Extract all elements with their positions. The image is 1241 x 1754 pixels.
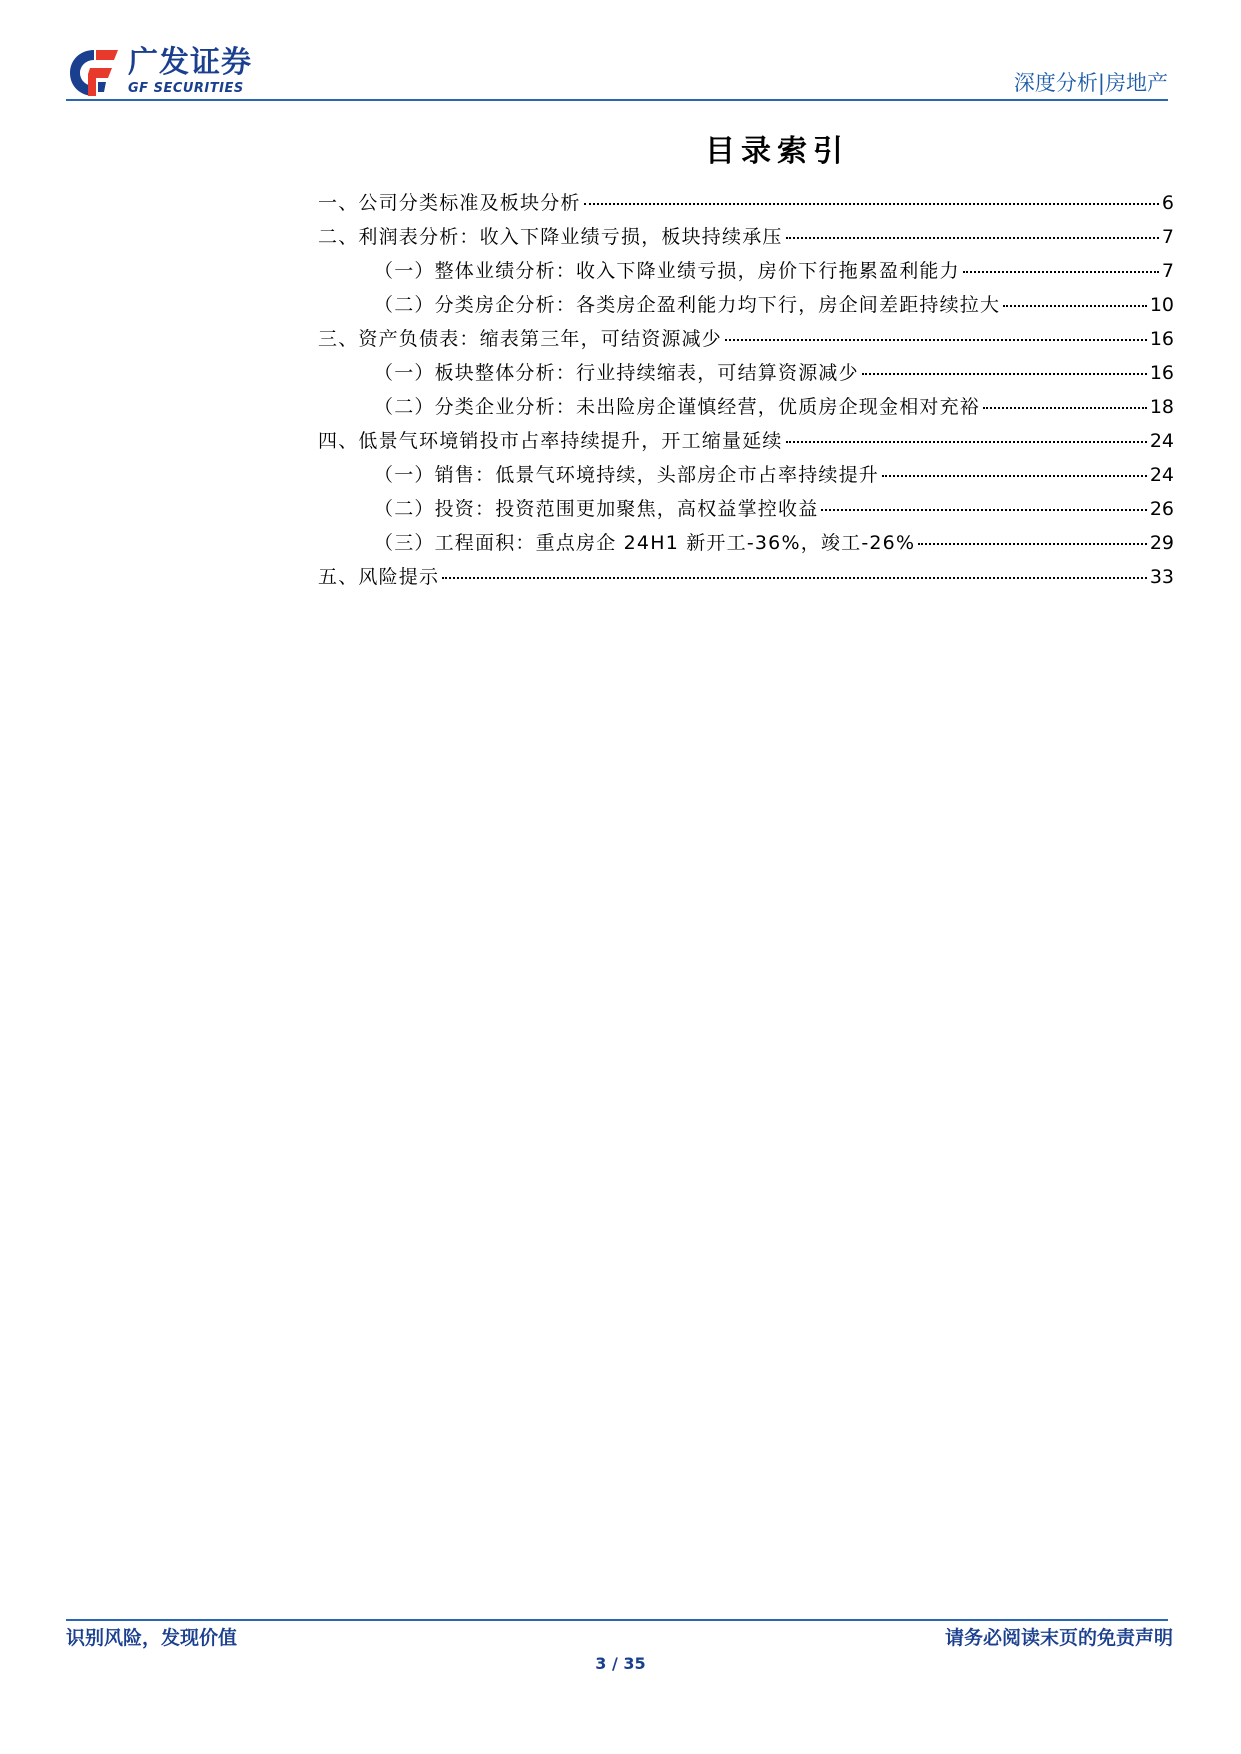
toc-entry-page: 10 [1149,294,1174,316]
toc-entry-label: 二、利润表分析：收入下降业绩亏损，板块持续承压 [318,226,783,248]
toc-entry[interactable] [318,220,1174,254]
logo-text-en: GF SECURITIES [128,81,244,96]
toc-entry-label: （一）销售：低景气环境持续，头部房企市占率持续提升 [374,464,880,486]
toc-entry-page: 16 [1149,362,1174,384]
toc-dot-leader [584,203,1159,205]
toc-dot-leader [442,577,1147,579]
toc-entry[interactable] [318,458,1174,492]
toc-entry-label: 三、资产负债表：缩表第三年，可结资源减少 [318,328,723,350]
toc-entry-page: 24 [1149,464,1174,486]
toc-entry-label: （二）分类房企分析：各类房企盈利能力均下行，房企间差距持续拉大 [374,294,1001,316]
toc-dot-leader [821,509,1146,511]
toc-entry-page: 7 [1161,226,1174,248]
header-divider [66,99,1168,101]
toc-entry-page: 18 [1149,396,1174,418]
toc-dot-leader [862,373,1147,375]
category-separator: | [1097,71,1105,95]
toc-dot-leader [983,407,1147,409]
toc-entry-page: 26 [1149,498,1174,520]
toc-entry-page: 6 [1161,192,1174,214]
table-of-contents [318,186,1174,594]
toc-entry[interactable] [318,254,1174,288]
toc-dot-leader [918,543,1147,545]
toc-dot-leader [786,441,1147,443]
toc-entry[interactable] [318,186,1174,220]
toc-dot-leader [963,271,1159,273]
toc-entry-label: （一）整体业绩分析：收入下降业绩亏损，房价下行拖累盈利能力 [374,260,960,282]
toc-entry[interactable] [318,322,1174,356]
page-number [0,1652,1241,1676]
footer-divider [66,1619,1168,1621]
toc-entry-page: 16 [1149,328,1174,350]
footer-slogan: 识别风险，发现价值 [66,1627,238,1649]
toc-entry[interactable] [318,492,1174,526]
toc-dot-leader [1003,305,1147,307]
report-category [1014,70,1168,96]
report-type: 深度分析 [1013,71,1098,95]
toc-dot-leader [786,237,1159,239]
gf-logo-icon [66,46,122,100]
industry-label: 房地产 [1105,71,1168,95]
toc-entry-page: 29 [1149,532,1174,554]
toc-entry-page: 33 [1149,566,1174,588]
page-current: 3 [595,1654,607,1673]
toc-entry[interactable] [318,560,1174,594]
page-separator: / [606,1654,624,1673]
logo-text-cn: 广发证券 [128,45,252,80]
toc-entry[interactable] [318,526,1174,560]
toc-dot-leader [725,339,1147,341]
toc-entry-label: （二）投资：投资范围更加聚焦，高权益掌控收益 [374,498,819,520]
toc-entry-page: 7 [1161,260,1174,282]
toc-entry-label: 五、风险提示 [318,566,440,588]
toc-entry-page: 24 [1149,430,1174,452]
page-total: 35 [623,1654,646,1673]
toc-entry-label: （三）工程面积：重点房企 24H1 新开工-36%，竣工-26% [374,532,916,554]
toc-entry-label: 一、公司分类标准及板块分析 [318,192,581,214]
toc-entry-label: （二）分类企业分析：未出险房企谨慎经营，优质房企现金相对充裕 [374,396,981,418]
toc-entry[interactable] [318,424,1174,458]
company-logo [66,44,266,100]
page-header [66,44,1168,102]
toc-entry[interactable] [318,390,1174,424]
toc-entry[interactable] [318,288,1174,322]
toc-entry[interactable] [318,356,1174,390]
footer-disclaimer[interactable]: 请务必阅读末页的免责声明 [944,1627,1173,1649]
toc-entry-label: （一）板块整体分析：行业持续缩表，可结算资源减少 [374,362,859,384]
toc-entry-label: 四、低景气环境销投市占率持续提升，开工缩量延续 [318,430,783,452]
toc-dot-leader [882,475,1147,477]
toc-title: 目录索引 [705,134,849,169]
